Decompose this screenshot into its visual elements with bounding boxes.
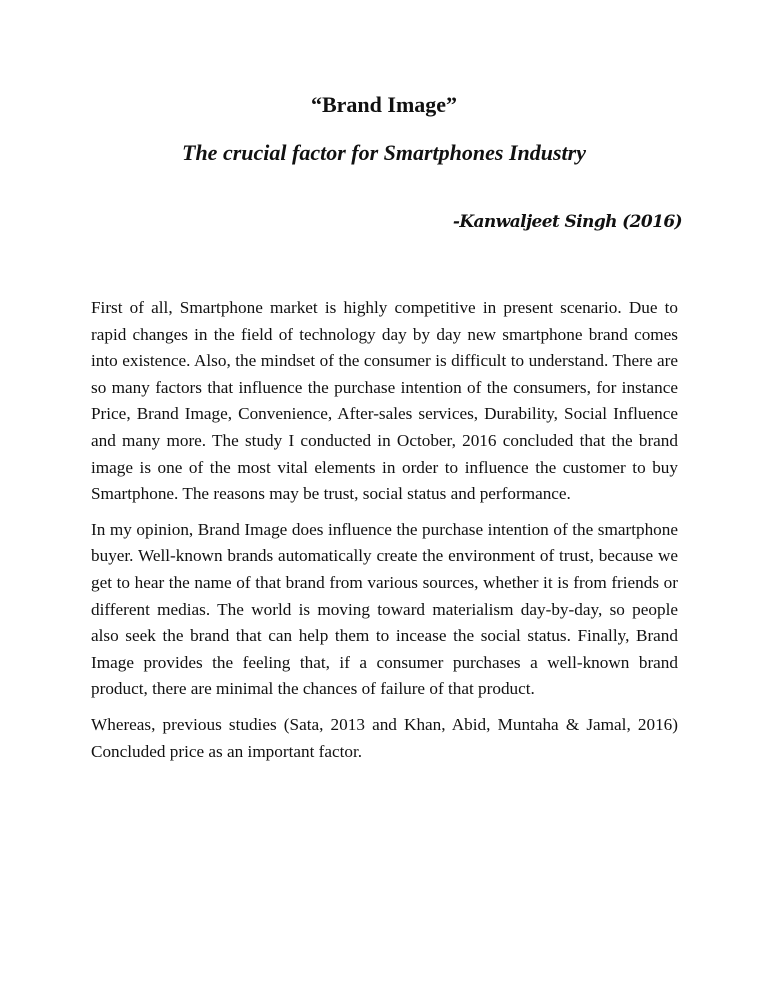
paragraph-2: In my opinion, Brand Image does influence the purchase intention of the smartphone buyer. Well-known brands automatically create the environment of trust, because we get to hear the name of that brand from various sources, whether it is from friends or different medias. The world is moving toward materialism day-by-day, so people also seek the brand that can help them to incease the social status. Finally, Brand Image provides the feeling that, if a consumer purchases a well-known brand product, there are minimal the chances of failure of that product.: [91, 519, 678, 699]
document-subtitle: The crucial factor for Smartphones Industry: [182, 140, 586, 165]
paragraph-1: First of all, Smartphone market is highly competitive in present scenario. Due to rapid changes in the field of technology day by day new smartphone brand comes into existence. Also, the mindset of the consumer is difficult to understand. There are so many factors that influence the purchase intention of the consumers, for instance Price, Brand Image, Convenience, After-sales services, Durability, Social Influence and many more. The study I conducted in October, 2016 concluded that the brand image is one of the most vital elements in order to influence the customer to buy Smartphone. The reasons may be trust, social status and performance.: [91, 298, 678, 504]
author-line: -Kanwaljeet Singh (2016): [452, 212, 682, 232]
document-title: “Brand Image”: [310, 92, 458, 117]
paragraph-3: Whereas, previous studies (Sata, 2013 and Khan, Abid, Muntaha & Jamal, 2016) Concluded price as an important factor.: [91, 714, 678, 761]
body-text: [91, 295, 678, 774]
